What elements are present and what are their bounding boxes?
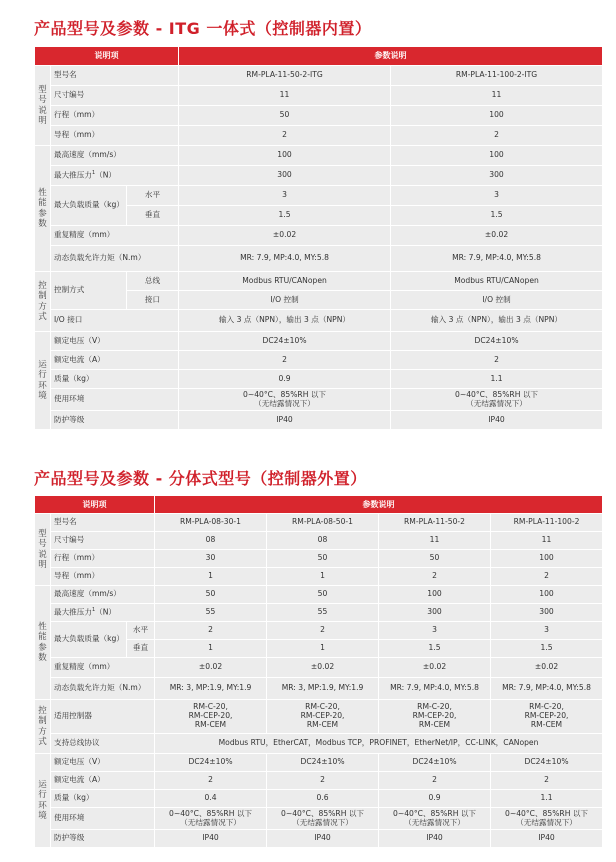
cell-value: 50: [379, 550, 491, 568]
cell-value: 100: [391, 106, 603, 126]
cell-value: I/O 控制: [391, 291, 603, 310]
table-row: [35, 568, 603, 586]
table-row: [35, 106, 603, 126]
cell-value: IP40: [179, 411, 391, 430]
cell-value: 2: [379, 772, 491, 790]
cell-value: 100: [379, 586, 491, 604]
cell-value: 11: [391, 86, 603, 106]
table-row: [35, 166, 603, 186]
cell-value: ±0.02: [267, 658, 379, 678]
cell-value: RM-PLA-08-50-1: [267, 514, 379, 532]
table-row: [35, 66, 603, 86]
cell-value: RM-PLA-11-100-2: [491, 514, 603, 532]
cell-value: 输入 3 点（NPN），输出 3 点（NPN）: [391, 310, 603, 332]
cell-value: RM-C-20, RM-CEP-20, RM-CEM: [267, 700, 379, 734]
cell-value: RM-C-20, RM-CEP-20, RM-CEM: [155, 700, 267, 734]
cell-value: 08: [267, 532, 379, 550]
row-label: 尺寸编号: [51, 532, 155, 550]
cell-value: DC24±10%: [491, 754, 603, 772]
row-label: 额定电压（V）: [51, 754, 155, 772]
cell-value: 0~40°C、85%RH 以下 （无结露情况下）: [179, 389, 391, 411]
cell-value: 0~40°C、85%RH 以下 （无结露情况下）: [267, 808, 379, 830]
row-label: 防护等级: [51, 830, 155, 848]
cell-value: DC24±10%: [391, 332, 603, 351]
table-row: [35, 310, 603, 332]
cell-value: 50: [267, 550, 379, 568]
row-label: 行程（mm）: [51, 550, 155, 568]
row-label: 额定电流（A）: [51, 351, 179, 370]
header-params: 参数说明: [155, 496, 603, 514]
cell-value: 2: [267, 622, 379, 640]
cell-value: 100: [391, 146, 603, 166]
cell-value: I/O 控制: [179, 291, 391, 310]
cell-value: DC24±10%: [379, 754, 491, 772]
cell-value: 3: [391, 186, 603, 206]
table-row: [35, 351, 603, 370]
cell-value: 100: [179, 146, 391, 166]
cell-value: RM-PLA-11-100-2-ITG: [391, 66, 603, 86]
cell-value: 0~40°C、85%RH 以下 （无结露情况下）: [391, 389, 603, 411]
cell-value: 1.5: [179, 206, 391, 226]
row-label: 最大负载质量（kg）: [51, 186, 127, 226]
cell-value: 1.5: [391, 206, 603, 226]
cell-value: MR: 7.9, MP:4.0, MY:5.8: [391, 246, 603, 272]
cell-value: 1: [267, 640, 379, 658]
sub-label: 接口: [127, 291, 179, 310]
row-label: 额定电压（V）: [51, 332, 179, 351]
sub-label: 垂直: [127, 640, 155, 658]
cell-value: IP40: [491, 830, 603, 848]
row-label: 最大推压力$^1$（N）: [51, 166, 179, 186]
table-row: [35, 146, 603, 166]
row-label: 导程（mm）: [51, 126, 179, 146]
table-row: [35, 830, 603, 848]
table-row: [35, 700, 603, 734]
row-label: 使用环境: [51, 808, 155, 830]
table-row: [35, 411, 603, 430]
table-row: [35, 772, 603, 790]
cell-value: 100: [491, 586, 603, 604]
cell-value: 300: [379, 604, 491, 622]
cell-value: DC24±10%: [267, 754, 379, 772]
row-label: 使用环境: [51, 389, 179, 411]
section2-title: 产品型号及参数 - 分体式型号（控制器外置）: [34, 469, 367, 488]
cell-value: 1: [155, 640, 267, 658]
table-row: [35, 186, 603, 206]
cell-value: 11: [491, 532, 603, 550]
row-label: 重复精度（mm）: [51, 226, 179, 246]
cell-value: 1.1: [491, 790, 603, 808]
row-label: 尺寸编号: [51, 86, 179, 106]
table-header-row: [35, 496, 603, 514]
cell-value: 100: [491, 550, 603, 568]
table-header-row: [35, 47, 603, 66]
cell-value: IP40: [379, 830, 491, 848]
table-row: [35, 246, 603, 272]
cell-value: 300: [491, 604, 603, 622]
cell-value: 300: [391, 166, 603, 186]
cell-value: ±0.02: [179, 226, 391, 246]
cell-value: 0~40°C、85%RH 以下 （无结露情况下）: [491, 808, 603, 830]
row-label: 动态负载允许力矩（N.m）: [51, 246, 179, 272]
cell-value: MR: 7.9, MP:4.0, MY:5.8: [491, 678, 603, 700]
table-row: [35, 790, 603, 808]
row-label: 型号名: [51, 514, 155, 532]
cell-value: 3: [379, 622, 491, 640]
cell-value: 50: [267, 586, 379, 604]
row-label: 型号名: [51, 66, 179, 86]
cell-value: 1.5: [491, 640, 603, 658]
cell-value: 2: [491, 772, 603, 790]
cell-value: 2: [491, 568, 603, 586]
cell-value: 输入 3 点（NPN），输出 3 点（NPN）: [179, 310, 391, 332]
cell-value: MR: 7.9, MP:4.0, MY:5.8: [379, 678, 491, 700]
row-label: 最大负载质量（kg）: [51, 622, 127, 658]
cell-value: ±0.02: [155, 658, 267, 678]
cell-value: 11: [179, 86, 391, 106]
cell-value: 1.1: [391, 370, 603, 389]
row-label: 质量（kg）: [51, 370, 179, 389]
cell-value: 0~40°C、85%RH 以下 （无结露情况下）: [155, 808, 267, 830]
sub-label: 水平: [127, 186, 179, 206]
table-row: [35, 532, 603, 550]
group-performance: 性能参数: [35, 146, 51, 272]
cell-value: ±0.02: [491, 658, 603, 678]
cell-value: DC24±10%: [179, 332, 391, 351]
header-item: 说明项: [35, 47, 179, 66]
cell-value: 1: [155, 568, 267, 586]
cell-value: 0.6: [267, 790, 379, 808]
table-row: [35, 604, 603, 622]
row-label: 最高速度（mm/s）: [51, 146, 179, 166]
header-params: 参数说明: [179, 47, 603, 66]
cell-value: DC24±10%: [155, 754, 267, 772]
cell-value: 2: [155, 772, 267, 790]
group-environment: 运行环境: [35, 332, 51, 430]
cell-value: 2: [179, 126, 391, 146]
cell-value: MR: 3, MP:1.9, MY:1.9: [155, 678, 267, 700]
group-model: 型号说明: [35, 66, 51, 146]
cell-value: 2: [379, 568, 491, 586]
group-environment: 运行环境: [35, 754, 51, 848]
cell-value: 08: [155, 532, 267, 550]
cell-value: Modbus RTU，EtherCAT，Modbus TCP，PROFINET，EtherNet/IP，CC-LINK，CANopen: [155, 734, 603, 754]
row-label: 重复精度（mm）: [51, 658, 155, 678]
cell-value: IP40: [155, 830, 267, 848]
group-performance: 性能参数: [35, 586, 51, 700]
cell-value: 2: [267, 772, 379, 790]
table-row: [35, 272, 603, 291]
cell-value: 50: [179, 106, 391, 126]
cell-value: 0.4: [155, 790, 267, 808]
cell-value: Modbus RTU/CANopen: [391, 272, 603, 291]
cell-value: 50: [155, 586, 267, 604]
row-label: 行程（mm）: [51, 106, 179, 126]
cell-value: 0~40°C、85%RH 以下 （无结露情况下）: [379, 808, 491, 830]
cell-value: ±0.02: [379, 658, 491, 678]
header-item: 说明项: [35, 496, 155, 514]
cell-value: 0.9: [179, 370, 391, 389]
table-row: [35, 622, 603, 640]
cell-value: 0.9: [379, 790, 491, 808]
cell-value: 3: [491, 622, 603, 640]
sub-label: 总线: [127, 272, 179, 291]
cell-value: RM-PLA-11-50-2: [379, 514, 491, 532]
row-label: 防护等级: [51, 411, 179, 430]
table-row: [35, 226, 603, 246]
cell-value: 30: [155, 550, 267, 568]
cell-value: RM-PLA-11-50-2-ITG: [179, 66, 391, 86]
cell-value: 1.5: [379, 640, 491, 658]
table-row: [35, 514, 603, 532]
row-label: 额定电流（A）: [51, 772, 155, 790]
table-row: [35, 678, 603, 700]
cell-value: 300: [179, 166, 391, 186]
cell-value: 2: [179, 351, 391, 370]
cell-value: 1: [267, 568, 379, 586]
table-row: [35, 126, 603, 146]
cell-value: IP40: [267, 830, 379, 848]
table-row: [35, 658, 603, 678]
table-row: [35, 389, 603, 411]
group-control: 控制方式: [35, 700, 51, 754]
sub-label: 水平: [127, 622, 155, 640]
cell-value: MR: 3, MP:1.9, MY:1.9: [267, 678, 379, 700]
spec-table-integrated: [34, 46, 603, 430]
table-row: [35, 586, 603, 604]
row-label: 最高速度（mm/s）: [51, 586, 155, 604]
table-row: [35, 550, 603, 568]
cell-value: 2: [155, 622, 267, 640]
cell-value: IP40: [391, 411, 603, 430]
row-label: 导程（mm）: [51, 568, 155, 586]
row-label: I/O 接口: [51, 310, 179, 332]
group-model: 型号说明: [35, 514, 51, 586]
row-label: 动态负载允许力矩（N.m）: [51, 678, 155, 700]
cell-value: 3: [179, 186, 391, 206]
cell-value: 2: [391, 126, 603, 146]
row-label: 最大推压力$^1$（N）: [51, 604, 155, 622]
table-row: [35, 808, 603, 830]
cell-value: RM-C-20, RM-CEP-20, RM-CEM: [379, 700, 491, 734]
cell-value: Modbus RTU/CANopen: [179, 272, 391, 291]
cell-value: ±0.02: [391, 226, 603, 246]
table-row: [35, 754, 603, 772]
table-row: [35, 86, 603, 106]
table-row: [35, 734, 603, 754]
cell-value: 55: [155, 604, 267, 622]
cell-value: 11: [379, 532, 491, 550]
row-label: 质量（kg）: [51, 790, 155, 808]
spec-table-separate: [34, 495, 603, 848]
cell-value: 2: [391, 351, 603, 370]
row-label: 控制方式: [51, 272, 127, 310]
group-control: 控制方式: [35, 272, 51, 332]
table-row: [35, 370, 603, 389]
row-label: 适用控制器: [51, 700, 155, 734]
cell-value: 55: [267, 604, 379, 622]
section1-title: 产品型号及参数 - ITG 一体式（控制器内置）: [34, 19, 372, 38]
cell-value: RM-C-20, RM-CEP-20, RM-CEM: [491, 700, 603, 734]
cell-value: RM-PLA-08-30-1: [155, 514, 267, 532]
row-label: 支持总线协议: [51, 734, 155, 754]
sub-label: 垂直: [127, 206, 179, 226]
table-row: [35, 332, 603, 351]
cell-value: MR: 7.9, MP:4.0, MY:5.8: [179, 246, 391, 272]
